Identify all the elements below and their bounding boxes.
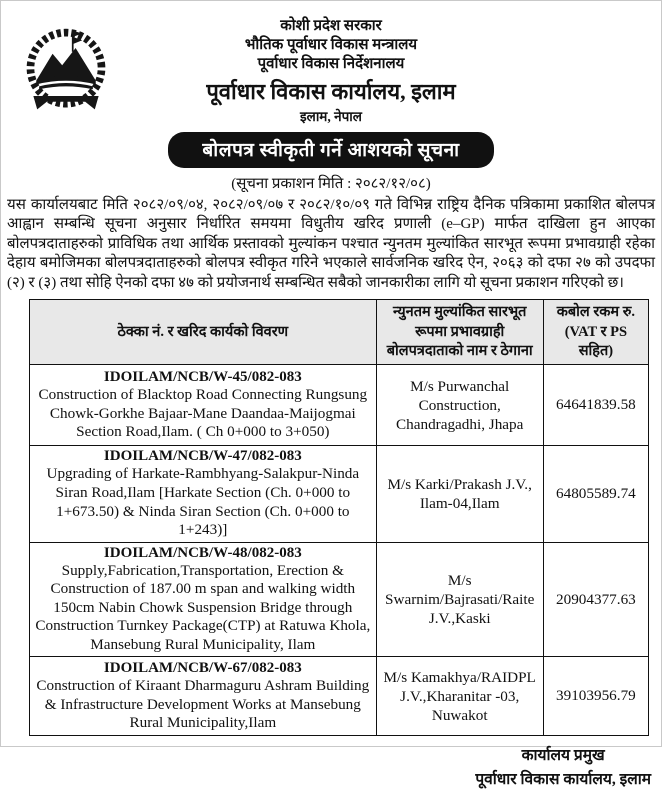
work-cell (30, 657, 377, 736)
notice-title-wrap (1, 132, 661, 168)
col-header-amount: कबोल रकम रु. (VAT र PS सहित) (543, 300, 648, 365)
signatory-title: कार्यालय प्रमुख (521, 747, 605, 765)
table-row (30, 365, 649, 446)
signature-block (475, 744, 651, 791)
amount-cell: 20904377.63 (543, 542, 648, 657)
tender-table (29, 299, 649, 736)
bidder-cell: M/s Purwanchal Construction, Chandragadhi, Jhapa (376, 365, 543, 446)
contract-number: IDOILAM/NCB/W-48/082-083 (103, 544, 302, 561)
table-row (30, 542, 649, 657)
table-header-row (30, 300, 649, 365)
work-description: Construction of Blacktop Road Connecting Rungsung Chowk-Gorkhe Bajaar-Mane Daandaa-Maijogmai Section Road,Ilam. ( Ch 0+000 to 3+050) (38, 386, 368, 441)
bidder-cell: M/s Swarnim/Bajrasati/Raite J.V.,Kaski (376, 542, 543, 657)
col-header-bidder: न्युनतम मुल्यांकित सारभूत रूपमा प्रभावग्राही बोलपत्रदाताको नाम र ठेगाना (376, 300, 543, 365)
office-name: पूर्वाधार विकास कार्यालय, इलाम (206, 78, 456, 104)
directorate-name: पूर्वाधार विकास निर्देशनालय (257, 56, 405, 73)
notice-body-paragraph: यस कार्यालयबाट मिति २०८२/०९/०४, २०८२/०९/०७ र २०८२/१०/०९ गते विभिन्न राष्ट्रिय दैनिक पत्रिकामा प्रकाशित बोलपत्र आह्वान सम्बन्धि सूचना अनुसार निर्धारित समयमा विधुतीय खरिद प्रणाली (e–GP) मार्फत दाखिला हुन आएका बोलपत्रदाताहरुको प्राविधिक तथा आर्थिक प्रस्तावको मुल्यांकन पश्चात न्युनतम मुल्यांकित सारभूत रूपमा प्रभावग्राही रहेका देहाय बमोजिमका बोलपत्रदाताहरुको बोलपत्र स्वीकृत गरिने भएकाले सार्वजनिक खरिद ऐन, २०६३ को दफा २७ को उपदफा (२) र (३) तथा सोहि ऐनको दफा ४७ को प्रयोजनार्थ सम्बन्धित सबैको जानकारीका लागि यो सूचना प्रकाशन गरिएको छ। (7, 196, 655, 291)
signatory-office: पूर्वाधार विकास कार्यालय, इलाम (475, 770, 651, 788)
work-cell (30, 365, 377, 446)
government-name: कोशी प्रदेश सरकार (280, 18, 382, 34)
table-row (30, 446, 649, 542)
col-header-contract-description: ठेक्का नं. र खरिद कार्यको विवरण (30, 300, 377, 365)
bidder-cell: M/s Kamakhya/RAIDPL J.V.,Kharanitar -03, Nuwakot (376, 657, 543, 736)
amount-cell: 64641839.58 (543, 365, 648, 446)
signature-block-wrap (1, 744, 651, 791)
contract-number: IDOILAM/NCB/W-67/082-083 (103, 660, 302, 677)
notice-title-banner: बोलपत्र स्वीकृती गर्ने आशयको सूचना (168, 132, 493, 168)
table-row (30, 657, 649, 736)
work-description: Construction of Kiraant Dharmaguru Ashram Building & Infrastructure Development Works at Mansebung Rural Municipality,Ilam (36, 677, 370, 732)
amount-cell: 64805589.74 (543, 446, 648, 542)
work-description: Upgrading of Harkate-Rambhyang-Salakpur-Ninda Siran Road,Ilam [Harkate Section (Ch. 0+000 to 1+673.50) & Ninda Siran Section (Ch. 0+000 to 1+243)] (46, 465, 360, 539)
work-cell (30, 542, 377, 657)
publication-date: (सूचना प्रकाशन मिति : २०८२/१२/०८) (231, 175, 431, 192)
contract-number: IDOILAM/NCB/W-45/082-083 (103, 369, 302, 386)
nepal-emblem-logo (17, 23, 115, 119)
office-location: इलाम, नेपाल (300, 108, 362, 124)
contract-number: IDOILAM/NCB/W-47/082-083 (103, 448, 302, 465)
work-description: Supply,Fabrication,Transportation, Erection & Construction of 187.00 m span and walking width 150cm Nabin Chowk Suspension Bridge through Construction Turnkey Package(CTP) at Ratuwa Khola, Mansebung Rural Municipality, Ilam (35, 561, 371, 653)
ministry-name: भौतिक पूर्वाधार विकास मन्त्रालय (244, 37, 418, 54)
work-cell (30, 446, 377, 542)
amount-cell: 39103956.79 (543, 657, 648, 736)
bidder-cell: M/s Karki/Prakash J.V., Ilam-04,Ilam (376, 446, 543, 542)
